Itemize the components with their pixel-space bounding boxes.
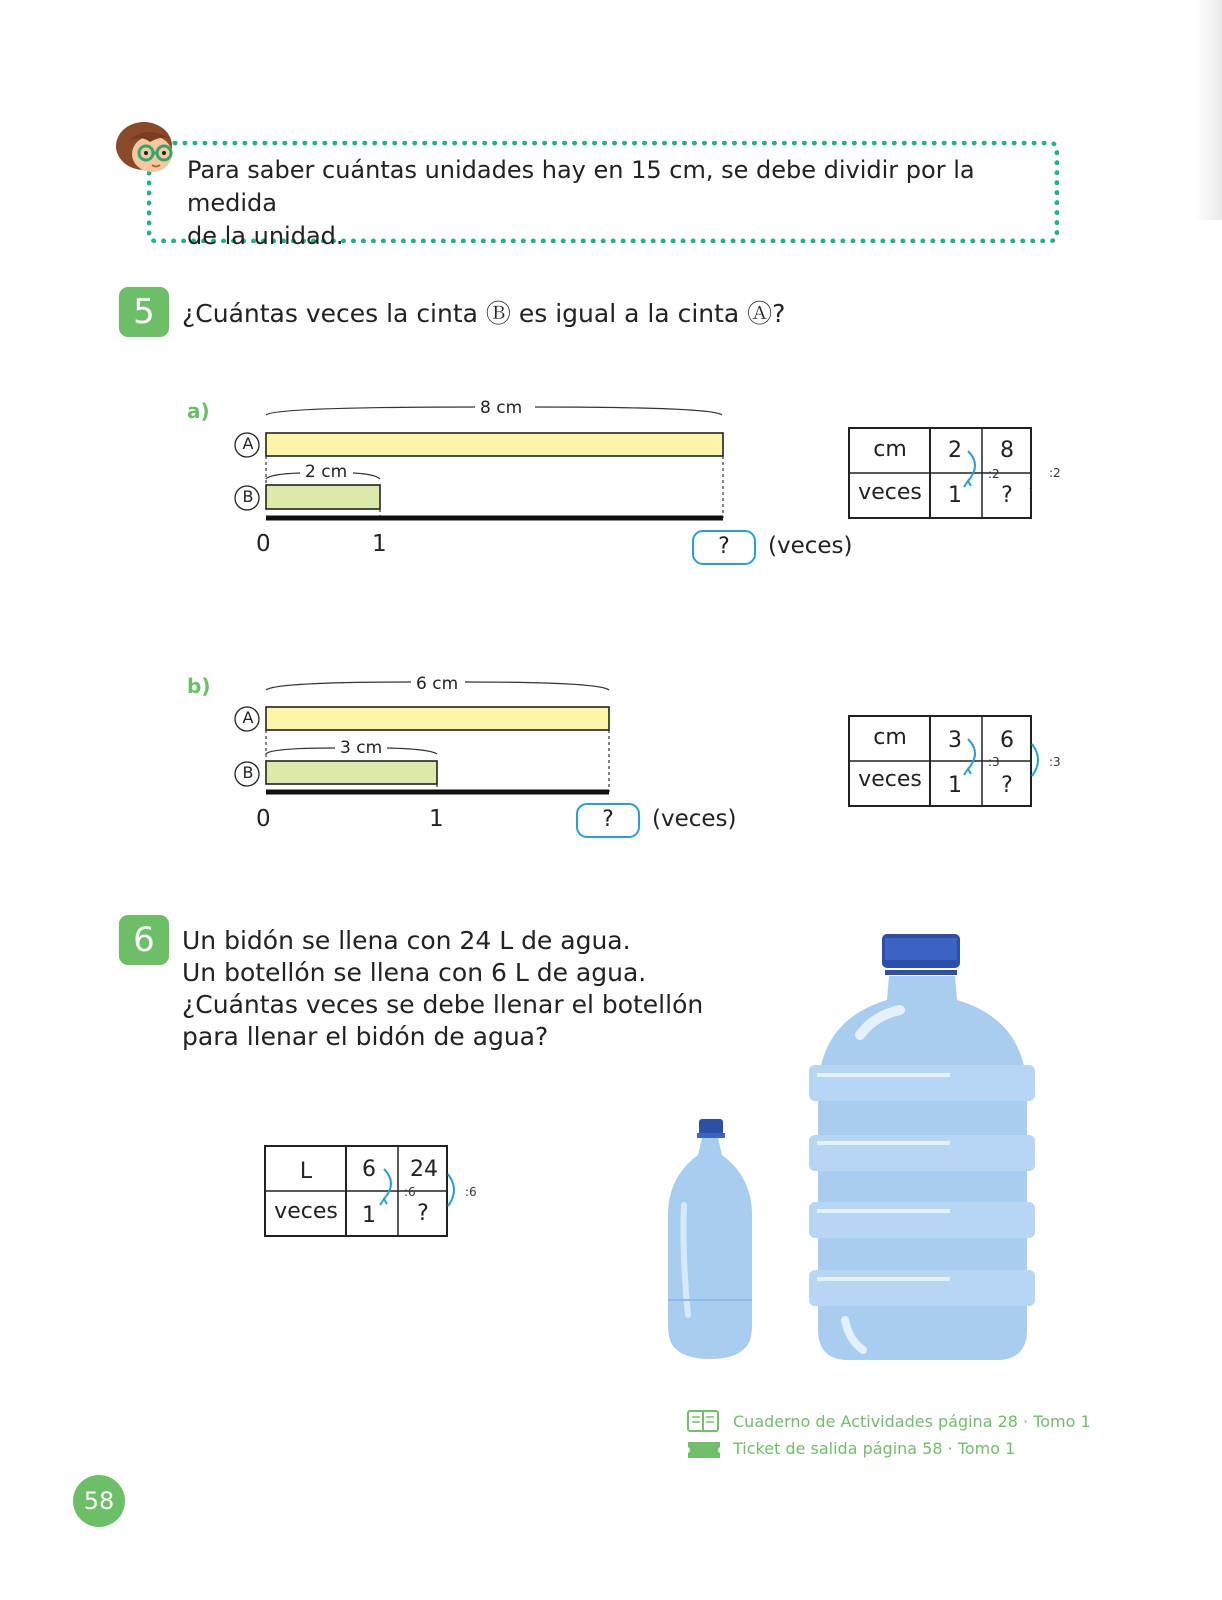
cell-r1c2: 24: [410, 1157, 438, 1182]
tape-b: [266, 485, 380, 509]
unit-label-b: (veces): [652, 806, 737, 832]
scrollbar-edge: [1195, 0, 1222, 220]
op-inner: :6: [404, 1185, 416, 1199]
question-line: ¿Cuántas veces se debe llenar el botellón: [182, 990, 704, 1019]
tape-a-length: 8 cm: [480, 398, 523, 418]
answer-box-b[interactable]: ?: [576, 803, 640, 838]
tape-b-name: B: [242, 487, 254, 506]
page-number: 58: [73, 1475, 125, 1527]
exercise-5-question: ¿Cuántas veces la cinta Ⓑ es igual a la cinta Ⓐ?: [182, 299, 786, 328]
part-a-label: a): [187, 399, 210, 423]
row-label-veces: veces: [274, 1199, 338, 1224]
question-line: Un bidón se llena con 24 L de agua.: [182, 926, 631, 955]
workbook-reference: Cuaderno de Actividades página 28 · Tomo 1: [733, 1412, 1091, 1431]
tape-a: [266, 707, 609, 730]
tape-b-length: 2 cm: [305, 462, 348, 482]
axis-one: 1: [372, 531, 387, 557]
op-outer: :6: [465, 1185, 477, 1199]
answer-box-a[interactable]: ?: [692, 530, 756, 565]
row-label-veces: veces: [858, 767, 922, 792]
tip-line-1: Para saber cuántas unidades hay en 15 cm, se debe dividir por la medida: [187, 156, 975, 217]
tip-line-2: de la unidad.: [187, 222, 344, 250]
axis-zero: 0: [256, 806, 271, 832]
row-label-l: L: [299, 1159, 313, 1184]
cell-r2c2[interactable]: ?: [1001, 483, 1013, 508]
cell-r1c1: 2: [948, 438, 962, 463]
ticket-icon: [686, 1440, 722, 1460]
cell-r2c2[interactable]: ?: [1001, 773, 1013, 798]
ticket-reference: Ticket de salida página 58 · Tomo 1: [733, 1439, 1016, 1458]
tape-b: [266, 761, 437, 784]
exercise-6-number: 6: [119, 915, 169, 965]
tape-b-name: B: [242, 763, 254, 782]
teacher-avatar-icon: [114, 120, 186, 182]
water-jug-icon: [805, 930, 1040, 1365]
row-label-veces: veces: [858, 480, 922, 505]
tape-a-length: 6 cm: [416, 674, 459, 694]
ratio-table-a: [848, 427, 1032, 519]
axis-zero: 0: [256, 531, 271, 557]
op-arrow-outer: [444, 1170, 464, 1210]
part-b-label: b): [187, 674, 211, 698]
cell-r2c2[interactable]: ?: [417, 1201, 429, 1226]
tip-text: [187, 154, 1047, 253]
cell-r1c1: 6: [362, 1157, 376, 1182]
unit-label-a: (veces): [768, 533, 853, 559]
cell-r2c1: 1: [362, 1203, 376, 1228]
question-line: Un botellón se llena con 6 L de agua.: [182, 958, 647, 987]
ratio-table-b: [848, 715, 1032, 807]
tape-b-length: 3 cm: [340, 738, 383, 758]
row-label-cm: cm: [873, 437, 907, 462]
exercise-5-number: 5: [119, 287, 169, 337]
tape-a-name: A: [242, 708, 254, 727]
row-label-cm: cm: [873, 725, 907, 750]
cell-r1c1: 3: [948, 728, 962, 753]
op-inner: :2: [988, 467, 1000, 481]
question-line: para llenar el bidón de agua?: [182, 1022, 549, 1051]
cell-r2c1: 1: [948, 483, 962, 508]
tape-a: [266, 433, 723, 456]
small-bottle-icon: [664, 1115, 756, 1365]
op-outer: :2: [1049, 466, 1061, 480]
op-outer: :3: [1049, 755, 1061, 769]
op-inner: :3: [988, 755, 1000, 769]
exercise-6-question: [182, 925, 703, 1053]
cell-r2c1: 1: [948, 773, 962, 798]
tape-a-name: A: [242, 434, 254, 453]
op-arrow-outer: [1028, 740, 1048, 780]
book-icon: [686, 1408, 720, 1434]
axis-one: 1: [429, 806, 444, 832]
ratio-table-6: [264, 1145, 448, 1237]
cell-r1c2: 8: [1000, 438, 1014, 463]
cell-r1c2: 6: [1000, 728, 1014, 753]
